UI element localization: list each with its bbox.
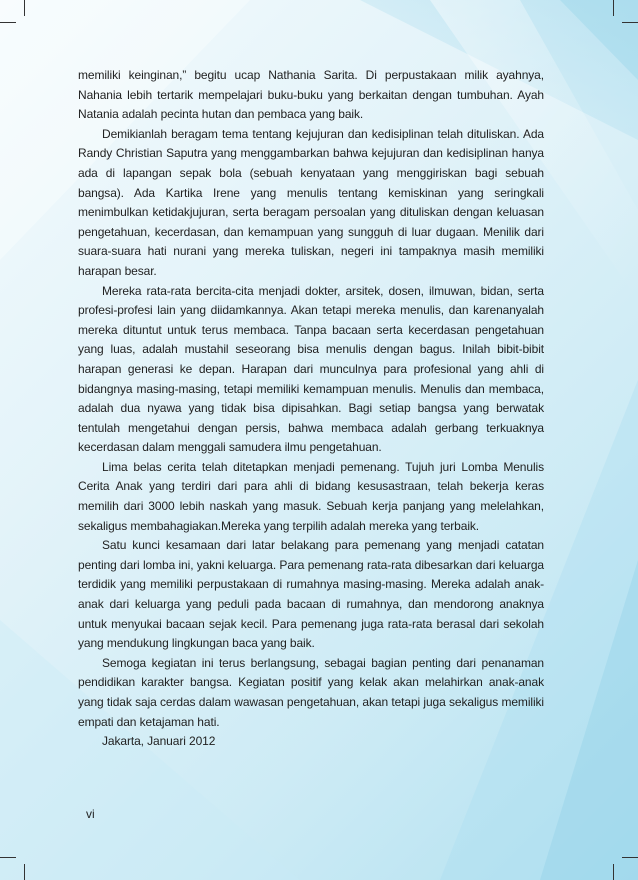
paragraph-5: Satu kunci kesamaan dari latar belakang para pemenang yang menjadi catatan penting dari lomba ini, yakni keluarga. Para pemenang rata-rata dibesarkan dari keluarga terdidik yang memiliki perpustakaan di rumahnya masing-masing. Mereka adalah anak-anak dari keluarga yang peduli pada bacaan di rumahnya, dan mendorong anaknya untuk menyukai bacaan sejak kecil. Para pemenang juga rata-rata berasal dari sekolah yang mendukung lingkungan baca yang baik. — [78, 538, 544, 651]
paragraph-3: Mereka rata-rata bercita-cita menjadi dokter, arsitek, dosen, ilmuwan, bidan, serta profesi-profesi lain yang diidamkannya. Akan tetapi mereka menulis, dan karenanyalah mereka dituntut untuk terus membaca. Tanpa bacaan serta kecerdasan pengetahuan yang luas, adalah mustahil seseorang bisa menulis dengan bagus. Inilah bibit-bibit harapan generasi ke depan. Harapan dari munculnya para profesional yang ahli di bidangnya masing-masing, tetapi memiliki kemampuan menulis. Menulis dan membaca, adalah dua nyawa yang tidak bisa dipisahkan. Bagi setiap bangsa yang berwatak tentulah mengetahui dengan persis, bahwa membaca adalah gerbang terkuaknya kecerdasan dalam menggali samudera ilmu pengetahuan. — [78, 283, 544, 455]
paragraph-1: memiliki keinginan,” begitu ucap Nathania Sarita. Di perpustakaan milik ayahnya, Nahania lebih tertarik mempelajari buku-buku yang berkaitan dengan tumbuhan. Ayah Natania adalah pecinta hutan dan pembaca yang baik. — [78, 68, 544, 122]
crop-mark-bottom-left-horizontal — [0, 857, 16, 858]
crop-mark-top-right-vertical — [613, 0, 614, 16]
crop-mark-top-right-horizontal — [622, 22, 638, 23]
crop-mark-top-left-vertical — [24, 0, 25, 16]
crop-mark-top-left-horizontal — [0, 22, 16, 23]
crop-mark-bottom-right-horizontal — [622, 857, 638, 858]
page-number: vi — [86, 807, 95, 821]
crop-mark-bottom-right-vertical — [613, 864, 614, 880]
closing-place-date: Jakarta, Januari 2012 — [102, 734, 216, 749]
paragraph-2: Demikianlah beragam tema tentang kejujuran dan kedisiplinan telah dituliskan. Ada Randy Christian Saputra yang menggambarkan bahwa kejujuran dan kedisiplinan hanya ada di lapangan sepak bola (sebuah kenyataan yang menggiriskan bagi sebuah bangsa). Ada Kartika Irene yang menulis tentang kemiskinan yang seringkali menimbulkan ketidakjujuran, serta beragam persoalan yang dituliskan dengan keluasan pengetahuan, kecerdasan, dan kemampuan yang sungguh di luar dugaan. Menilik dari suara-suara hati nurani yang mereka tuliskan, negeri ini tampaknya masih memiliki harapan besar. — [78, 126, 544, 278]
paragraph-4: Lima belas cerita telah ditetapkan menjadi pemenang. Tujuh juri Lomba Menulis Cerita Anak yang terdiri dari para ahli di bidang kesusastraan, telah bekerja keras memilih dari 3000 lebih naskah yang masuk. Sebuah kerja panjang yang melelahkan, sekaligus membahagiakan.Mereka yang terpilih adalah mereka yang terbaik. — [78, 459, 544, 533]
body-text — [78, 66, 544, 752]
crop-mark-bottom-left-vertical — [24, 864, 25, 880]
paragraph-6: Semoga kegiatan ini terus berlangsung, sebagai bagian penting dari penanaman pendidikan karakter bangsa. Kegiatan positif yang kelak akan melahirkan anak-anak yang tidak saja cerdas dalam wawasan pengetahuan, akan tetapi juga sekaligus memiliki empati dan ketajaman hati. — [78, 655, 544, 729]
